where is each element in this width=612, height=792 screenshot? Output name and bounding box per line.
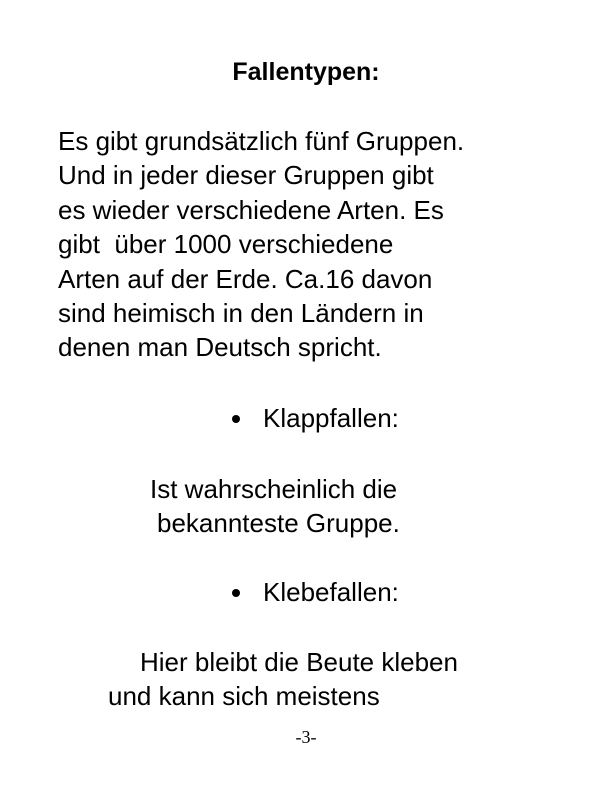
intro-line: denen man Deutsch spricht.: [58, 332, 382, 363]
intro-line: es wieder verschiedene Arten. Es: [58, 194, 444, 225]
bullet-icon: [232, 415, 240, 423]
intro-paragraph: [58, 124, 464, 365]
intro-line: Arten auf der Erde. Ca.16 davon: [58, 263, 433, 294]
section-heading-label: Klebefallen:: [263, 577, 399, 607]
description-line: Hier bleibt die Beute kleben: [140, 647, 458, 677]
section-description-klappfallen: [150, 472, 400, 541]
intro-line: gibt über 1000 verschiedene: [58, 229, 394, 260]
description-line: bekannteste Gruppe.: [157, 508, 400, 539]
section-heading-label: Klappfallen:: [263, 403, 399, 433]
description-line: Ist wahrscheinlich die: [150, 474, 398, 504]
intro-line: Es gibt grundsätzlich fünf Gruppen.: [58, 126, 465, 156]
intro-line: sind heimisch in den Ländern in: [58, 298, 424, 329]
section-heading-klappfallen: [232, 402, 399, 434]
section-description-klebefallen: [108, 645, 458, 714]
intro-line: Und in jeder dieser Gruppen gibt: [58, 160, 434, 191]
page-number: -3-: [295, 727, 317, 747]
section-heading-klebefallen: [232, 576, 399, 608]
description-line: und kann sich meistens: [108, 681, 380, 712]
page-title: Fallentypen:: [232, 58, 380, 86]
bullet-icon: [232, 589, 240, 597]
